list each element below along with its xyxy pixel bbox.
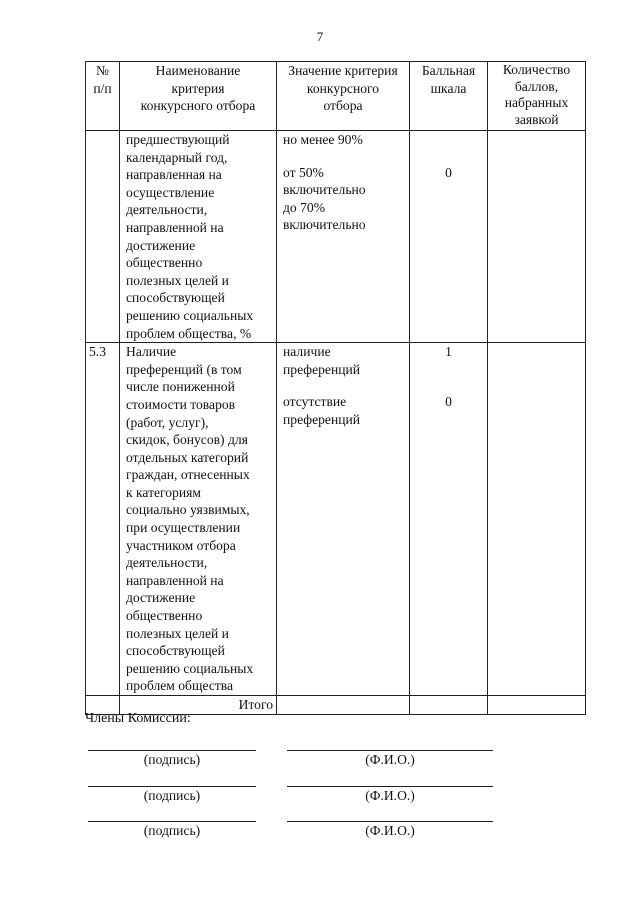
header-points-count: Количество баллов, набранных заявкой (488, 62, 586, 131)
name-line[interactable] (287, 786, 493, 787)
table-row (86, 131, 586, 343)
commission-members-title: Члены Комиссии: (85, 711, 191, 726)
signature-line[interactable] (88, 750, 256, 751)
name-caption: (Ф.И.О.) (365, 788, 415, 803)
total-points-cell[interactable] (488, 696, 586, 715)
name-line[interactable] (287, 750, 493, 751)
criterion-name: Наличие преференций (в том числе пониженной стоимости товаров (работ, услуг), скидок, бонусов) для отдельных категорий граждан, отнесенных к категориям социально уязвимых, при осуществлении участником отбора деятельности, направленной на достижение общественно полезных целей и способствующей решению социальных проблем общества (120, 343, 277, 696)
signature-caption: (подпись) (143, 752, 201, 767)
header-number: № п/п (86, 62, 120, 131)
header-criterion-name: Наименование критерия конкурсного отбора (120, 62, 277, 131)
score-scale: 0 (410, 131, 488, 343)
name-caption: (Ф.И.О.) (365, 752, 415, 767)
header-score-scale: Балльная шкала (410, 62, 488, 131)
criterion-value: но менее 90% от 50% включительно до 70% включительно (277, 131, 410, 343)
header-criterion-value: Значение критерия конкурсного отбора (277, 62, 410, 131)
signature-line[interactable] (88, 821, 256, 822)
criterion-value: наличие преференций отсутствие преференций (277, 343, 410, 696)
total-label: Итого (120, 696, 277, 715)
page-number: 7 (316, 29, 324, 44)
signature-line[interactable] (88, 786, 256, 787)
table-row (86, 343, 586, 696)
row-number (86, 131, 120, 343)
criterion-name: предшествующий календарный год, направленная на осуществление деятельности, направленной на достижение общественно полезных целей и способствующей решению социальных проблем общества, % (120, 131, 277, 343)
signature-caption: (подпись) (143, 788, 201, 803)
name-caption: (Ф.И.О.) (365, 823, 415, 838)
score-scale: 1 0 (410, 343, 488, 696)
table-header-row (86, 62, 586, 131)
points-count-cell[interactable] (488, 131, 586, 343)
total-scale-cell (410, 696, 488, 715)
total-value-cell (277, 696, 410, 715)
criteria-table (85, 61, 586, 715)
signature-caption: (подпись) (143, 823, 201, 838)
row-number: 5.3 (86, 343, 120, 696)
points-count-cell[interactable] (488, 343, 586, 696)
name-line[interactable] (287, 821, 493, 822)
